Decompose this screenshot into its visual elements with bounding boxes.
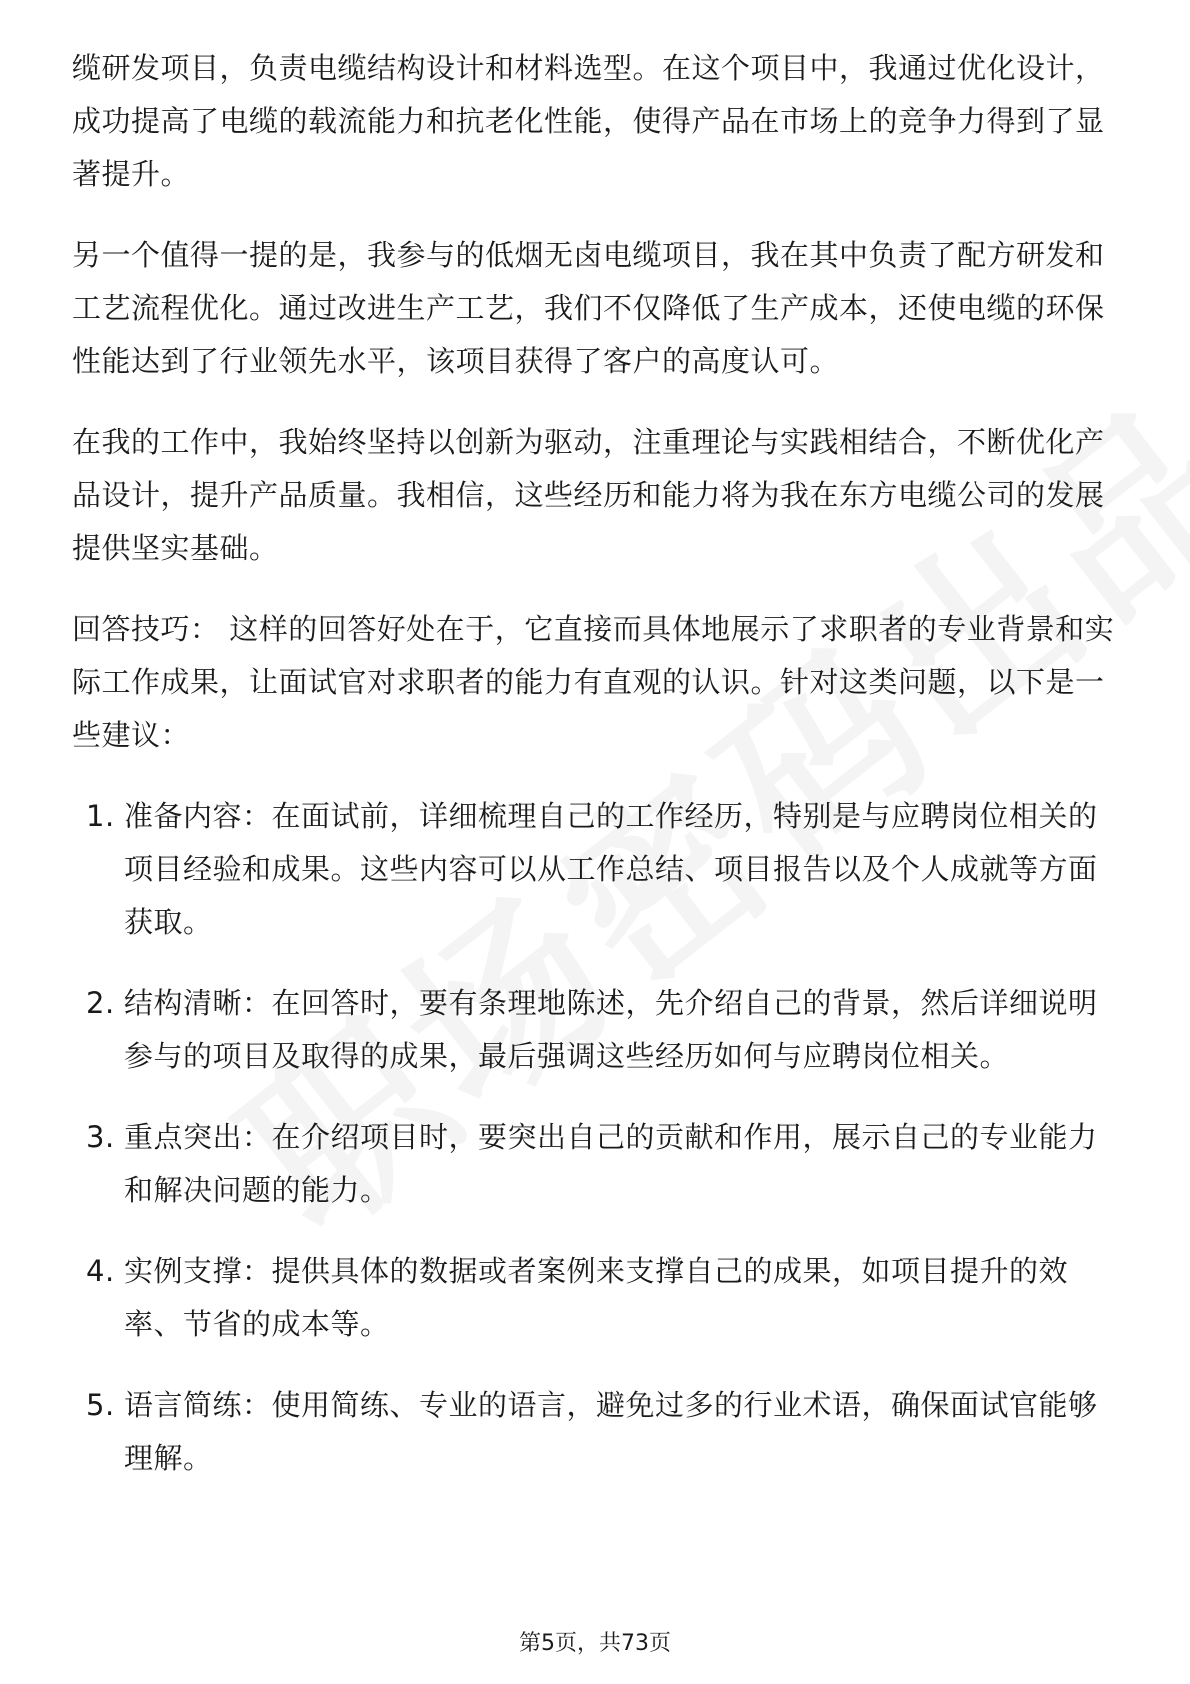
list-item-text: 结构清晰：在回答时，要有条理地陈述，先介绍自己的背景，然后详细说明参与的项目及取得的成果，最后强调这些经历如何与应聘岗位相关。 <box>124 986 1098 1073</box>
paragraph-answer-tips: 回答技巧： 这样的回答好处在于，它直接而具体地展示了求职者的专业背景和实际工作成果，让面试官对求职者的能力有直观的认识。针对这类问题，以下是一些建议： <box>72 612 1115 752</box>
list-item <box>72 977 1122 1083</box>
list-item <box>72 1379 1122 1485</box>
list-item-text: 准备内容：在面试前，详细梳理自己的工作经历，特别是与应聘岗位相关的项目经验和成果。这些内容可以从工作总结、项目报告以及个人成就等方面获取。 <box>124 799 1098 939</box>
page-footer: 第5页，共73页 <box>519 1631 671 1656</box>
list-item <box>72 1245 1122 1351</box>
tips-list <box>72 790 1122 1485</box>
list-item <box>72 790 1122 949</box>
paragraph-project-intro: 缆研发项目，负责电缆结构设计和材料选型。在这个项目中，我通过优化设计，成功提高了电缆的载流能力和抗老化性能，使得产品在市场上的竞争力得到了显著提升。 <box>72 51 1105 191</box>
list-number: 4. <box>86 1254 115 1288</box>
paragraph-low-smoke-project: 另一个值得一提的是，我参与的低烟无卤电缆项目，我在其中负责了配方研发和工艺流程优化。通过改进生产工艺，我们不仅降低了生产成本，还使电缆的环保性能达到了行业领先水平，该项目获得了客户的高度认可。 <box>72 238 1105 378</box>
list-number: 2. <box>86 986 115 1020</box>
list-number: 1. <box>86 799 115 833</box>
list-number: 3. <box>86 1120 115 1154</box>
list-item-text: 重点突出：在介绍项目时，要突出自己的贡献和作用，展示自己的专业能力和解决问题的能力。 <box>124 1120 1098 1207</box>
paragraph-work-philosophy: 在我的工作中，我始终坚持以创新为驱动，注重理论与实践相结合，不断优化产品设计，提升产品质量。我相信，这些经历和能力将为我在东方电缆公司的发展提供坚实基础。 <box>72 425 1105 565</box>
document-body <box>72 42 1122 1513</box>
list-item-text: 语言简练：使用简练、专业的语言，避免过多的行业术语，确保面试官能够理解。 <box>124 1388 1098 1475</box>
list-item-text: 实例支撑：提供具体的数据或者案例来支撑自己的成果，如项目提升的效率、节省的成本等。 <box>124 1254 1069 1341</box>
list-item <box>72 1111 1122 1217</box>
list-number: 5. <box>86 1388 115 1422</box>
